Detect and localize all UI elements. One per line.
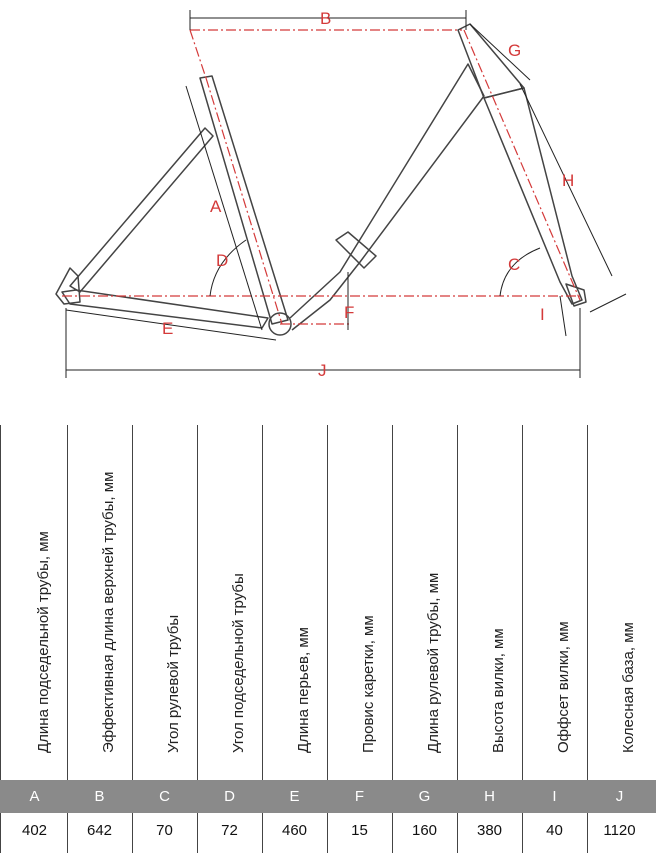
label-c: C (508, 255, 521, 274)
code-cell: D (224, 788, 235, 805)
label-b: B (320, 9, 332, 28)
value-cell: 1120 (603, 822, 636, 839)
column-header (132, 425, 197, 780)
header-label: Угол подседельной трубы (229, 573, 247, 753)
code-cell: I (552, 788, 557, 805)
rear-dropout (56, 268, 80, 304)
code-cell: H (484, 788, 495, 805)
label-g: G (508, 41, 522, 60)
header-label: Угол рулевой трубы (164, 614, 182, 753)
dimension-labels (162, 9, 574, 380)
geometry-spec-table (0, 400, 656, 853)
code-cell: C (159, 788, 170, 805)
header-label: Оффсет вилки, мм (554, 621, 572, 753)
value-cell: 72 (221, 822, 238, 839)
column-header (262, 425, 327, 780)
header-label: Длина подседельной трубы, мм (34, 531, 52, 753)
seat-stay (70, 128, 213, 292)
top-tube-drop-line (190, 30, 206, 78)
header-label: Эффективная длина верхней трубы, мм (99, 471, 117, 753)
column-header (67, 425, 132, 780)
value-cell: 15 (351, 822, 368, 839)
column-header (392, 425, 457, 780)
label-a: A (210, 197, 222, 216)
code-cell: A (29, 788, 40, 805)
header-label: Провис каретки, мм (359, 615, 377, 753)
dim-i-line-2 (590, 294, 626, 312)
column-header (457, 425, 522, 780)
code-cell: E (289, 788, 300, 805)
label-e: E (162, 319, 174, 338)
header-label: Длина рулевой трубы, мм (424, 572, 442, 753)
dim-i-line (560, 296, 566, 336)
value-cell: 642 (86, 822, 113, 839)
label-i: I (540, 305, 545, 324)
label-f: F (344, 303, 355, 322)
header-label: Высота вилки, мм (489, 628, 507, 753)
column-header (587, 425, 652, 780)
code-cell: J (615, 788, 624, 805)
column-header (2, 425, 67, 780)
fork (484, 88, 582, 304)
column-header (197, 425, 262, 780)
dim-a-line (186, 86, 262, 330)
code-cell: F (354, 788, 365, 805)
down-tube (290, 64, 484, 330)
value-cell: 160 (411, 822, 438, 839)
label-d: D (216, 251, 229, 270)
head-tube (458, 24, 524, 98)
value-cell: 40 (546, 822, 563, 839)
value-cell: 380 (476, 822, 503, 839)
bicycle-frame (56, 24, 586, 335)
header-label: Колесная база, мм (619, 622, 637, 753)
header-label: Длина перьев, мм (294, 627, 312, 753)
shift-boss (336, 232, 376, 268)
label-h: H (562, 171, 575, 190)
code-cell: G (418, 788, 431, 805)
frame-geometry-diagram (0, 0, 656, 400)
label-j: J (318, 361, 327, 380)
code-cell: B (94, 788, 105, 805)
dimension-centerlines (62, 30, 580, 324)
column-header (522, 425, 587, 780)
head-tube-centerline (464, 30, 580, 300)
value-cell: 70 (156, 822, 173, 839)
value-cell: 402 (21, 822, 48, 839)
column-header (327, 425, 392, 780)
value-cell: 460 (281, 822, 308, 839)
